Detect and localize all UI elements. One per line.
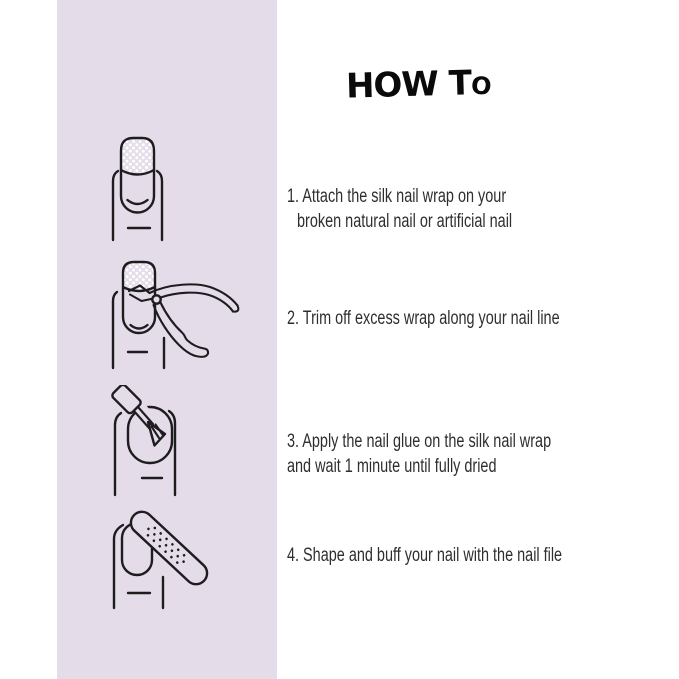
- page-title: [346, 61, 547, 106]
- nail-file-icon: [126, 508, 211, 589]
- title-main: HOW T: [345, 63, 472, 107]
- illustration-step1-silk-wrap: [57, 130, 277, 248]
- illustration-step2-trim-nipper: [57, 252, 277, 370]
- step-3: [287, 429, 635, 479]
- illustration-step3-glue-brush: [57, 385, 277, 505]
- step-1-line-2: broken natural nail or artificial nail: [297, 211, 513, 232]
- step-2: [287, 306, 646, 331]
- step-3-line-1: 3. Apply the nail glue on the silk nail wrap: [287, 431, 552, 452]
- step-2-line-1: 2. Trim off excess wrap along your nail line: [287, 308, 560, 329]
- nail-outline: [123, 287, 155, 333]
- finger-left-line: [115, 413, 121, 495]
- cuticle-line: [128, 200, 148, 204]
- nail-outline: [121, 170, 154, 213]
- cuticle-nipper-icon: [129, 284, 238, 356]
- step-3-line-2: and wait 1 minute until fully dried: [287, 456, 497, 477]
- step-4: [287, 543, 649, 568]
- step-4-line-1: 4. Shape and buff your nail with the nail file: [287, 545, 563, 566]
- step-1-line-1: 1. Attach the silk nail wrap on your: [287, 186, 507, 207]
- silk-wrap-shape: [121, 138, 154, 175]
- finger-left-line: [113, 171, 118, 240]
- cuticle-line: [131, 325, 148, 329]
- finger-left-line: [113, 292, 117, 368]
- finger-right-line: [157, 171, 162, 240]
- title-small-o: O: [469, 71, 492, 101]
- step-1: [287, 184, 580, 234]
- illustration-step4-nail-file: [57, 508, 277, 628]
